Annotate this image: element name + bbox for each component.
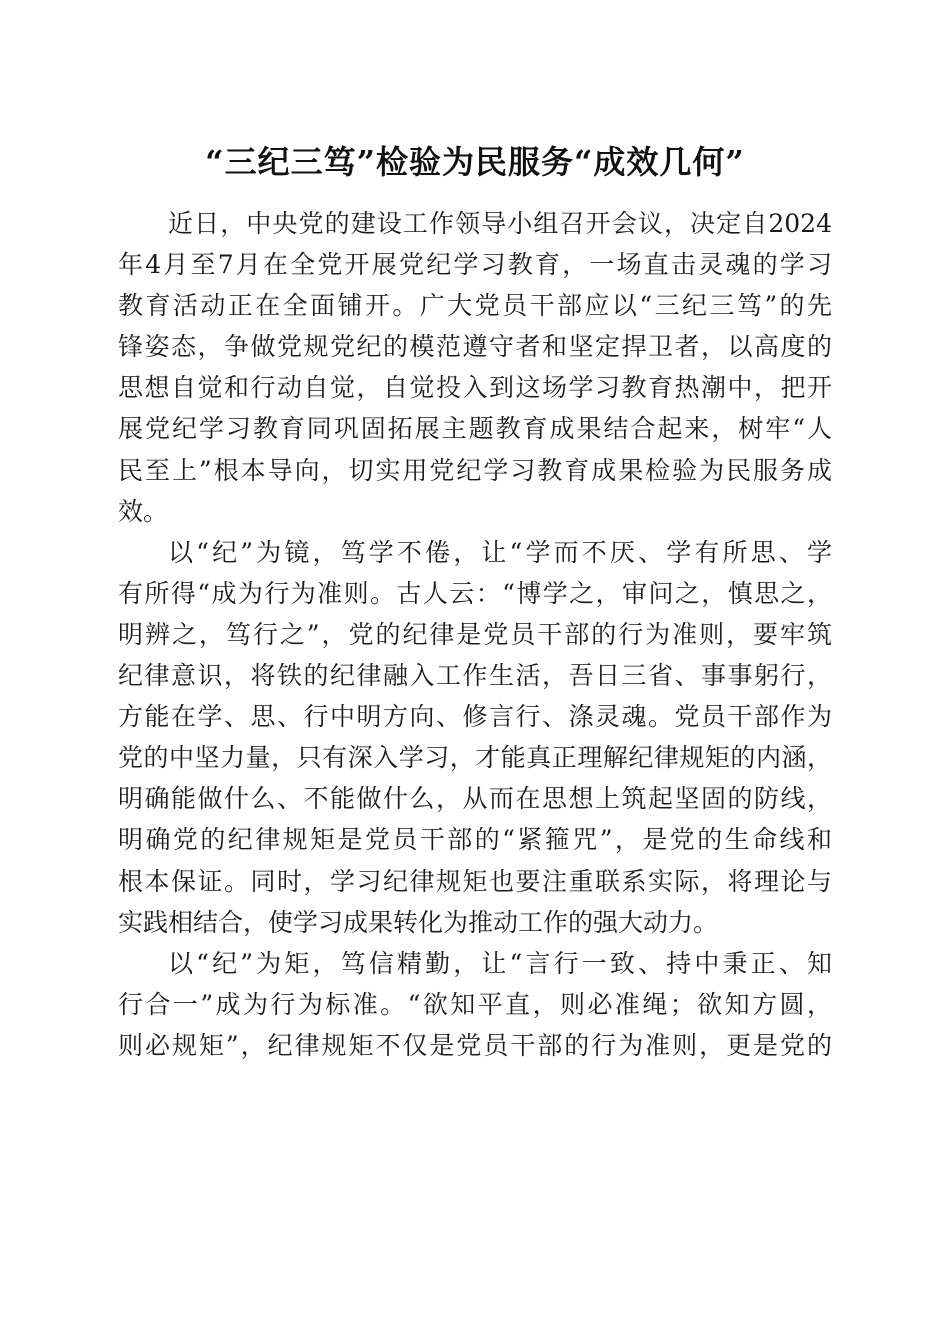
paragraph-2-line-7: 明确能做什么、不能做什么，从而在思想上筑起坚固的防线， [118, 784, 832, 814]
paragraph-1-line-2: 年4月至7月在全党开展党纪学习教育，一场直击灵魂的学习 [118, 250, 832, 280]
paragraph-3-line-1: 以“纪”为矩，笃信精勤，让“言行一致、持中秉正、知 [168, 948, 832, 978]
document-body [118, 203, 832, 1066]
paragraph-2-line-8: 明确党的纪律规矩是党员干部的“紧箍咒”，是党的生命线和 [118, 825, 832, 855]
paragraph-2-line-3: 明辨之，笃行之”，党的纪律是党员干部的行为准则，要牢筑 [118, 619, 832, 649]
paragraph-1-line-7: 民至上”根本导向，切实用党纪学习教育成果检验为民服务成 [118, 455, 832, 485]
paragraph-2-line-6: 党的中坚力量，只有深入学习，才能真正理解纪律规矩的内涵， [118, 743, 832, 773]
paragraph-1-line-8: 效。 [118, 496, 169, 526]
paragraph-2-line-2: 有所得“成为行为准则。古人云：“博学之，审问之，慎思之， [118, 578, 832, 608]
paragraph-1-line-6: 展党纪学习教育同巩固拓展主题教育成果结合起来，树牢“人 [118, 414, 832, 444]
paragraph-2-line-5: 方能在学、思、行中明方向、修言行、涤灵魂。党员干部作为 [118, 702, 832, 732]
paragraph-1-line-1: 近日，中央党的建设工作领导小组召开会议，决定自2024 [168, 209, 832, 238]
paragraph-2-line-1: 以“纪”为镜，笃学不倦，让“学而不厌、学有所思、学 [168, 537, 832, 567]
paragraph-2-line-10: 实践相结合，使学习成果转化为推动工作的强大动力。 [118, 907, 719, 937]
paragraph-1-line-5: 思想自觉和行动自觉，自觉投入到这场学习教育热潮中，把开 [118, 373, 832, 403]
paragraph-1-line-3: 教育活动正在全面铺开。广大党员干部应以“三纪三笃”的先 [118, 291, 832, 321]
paragraph-1-line-4: 锋姿态，争做党规党纪的模范遵守者和坚定捍卫者，以高度的 [118, 332, 832, 362]
paragraph-3-line-2: 行合一”成为行为标准。“欲知平直，则必准绳；欲知方圆， [118, 989, 832, 1019]
paragraph-3-line-3: 则必规矩”，纪律规矩不仅是党员干部的行为准则，更是党的 [118, 1030, 832, 1060]
paragraph-2-line-9: 根本保证。同时，学习纪律规矩也要注重联系实际，将理论与 [118, 866, 832, 896]
document-title: “三纪三笃”检验为民服务“成效几何” [205, 143, 745, 181]
paragraph-2-line-4: 纪律意识，将铁的纪律融入工作生活，吾日三省、事事躬行， [118, 661, 832, 691]
